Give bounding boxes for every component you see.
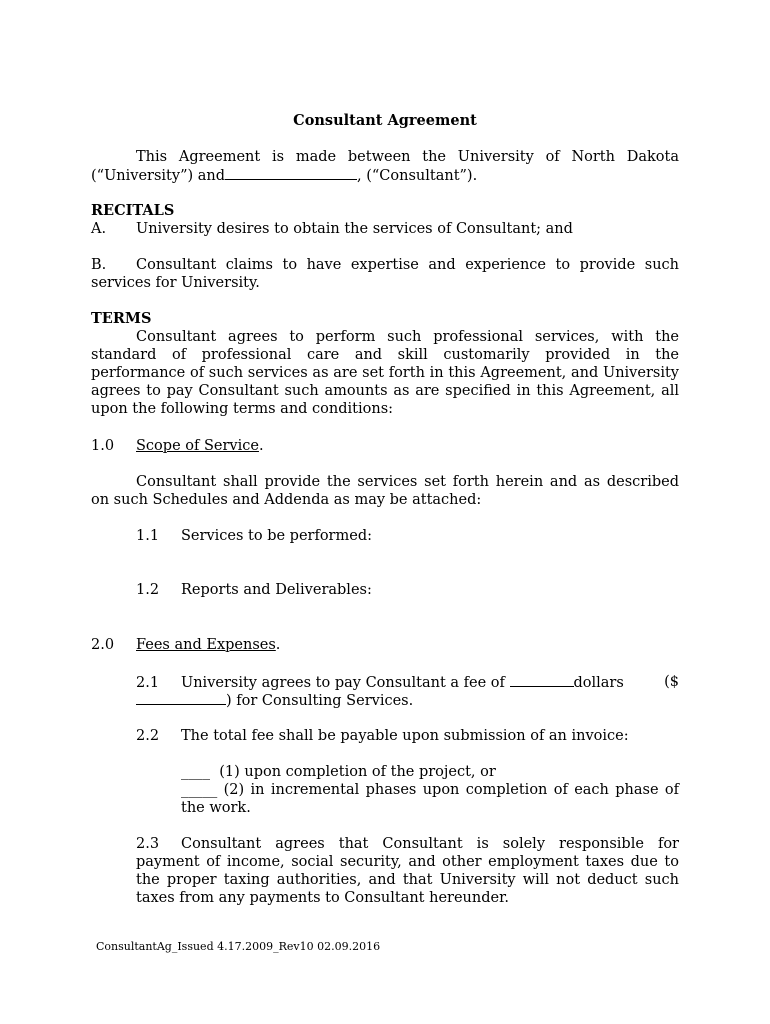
section-1-period: . xyxy=(258,438,264,454)
intro-text: This Agreement is made between the University of North Dakota (“University”) and xyxy=(91,149,679,184)
terms-heading: TERMS xyxy=(91,310,152,327)
recital-b xyxy=(91,256,679,292)
section-1-paragraph: Consultant shall provide the services set forth herein and as described on such Schedules and Addenda as may be attached: xyxy=(91,474,679,508)
section-1-1-number: 1.1 xyxy=(136,528,160,544)
option-1-text: (1) upon completion of the project, or xyxy=(219,764,496,780)
fee-words-blank xyxy=(510,673,574,687)
document-footer: ConsultantAg_Issued 4.17.2009_Rev10 02.09.2016 xyxy=(96,940,381,953)
option-1-blank: ____ xyxy=(181,764,210,780)
section-2-2-number: 2.2 xyxy=(136,728,160,744)
section-2-1-text: University agrees to pay Consultant a fee of xyxy=(181,675,505,691)
recital-b-label: B. xyxy=(91,257,107,273)
section-2-3-number: 2.3 xyxy=(136,836,160,852)
document-title: Consultant Agreement xyxy=(293,112,477,129)
section-1-1 xyxy=(91,527,679,545)
intro-paragraph xyxy=(91,148,679,185)
section-1-2-text: Reports and Deliverables: xyxy=(181,582,372,598)
section-2-3 xyxy=(91,835,679,907)
section-2-heading xyxy=(91,636,679,654)
terms-paragraph: Consultant agrees to perform such professional services, with the standard of professional care and skill customarily provided in the performance of such services as are set forth in this Agreement, and University agrees to pay Consultant such amounts as are specified in this Agreement, all upon the following terms and conditions: xyxy=(91,329,679,417)
section-2-3-text: Consultant agrees that Consultant is solely responsible for payment of income, social security, and other employment taxes due to the proper taxing authorities, and that University will not deduct such taxes from any payments to Consultant hereunder. xyxy=(136,836,679,906)
dollars-label: dollars xyxy=(573,675,624,691)
recital-a xyxy=(91,220,679,238)
section-1-2-number: 1.2 xyxy=(136,582,160,598)
payment-option-1 xyxy=(91,763,679,781)
section-2-2 xyxy=(91,727,679,745)
section-2-number: 2.0 xyxy=(91,637,115,653)
recital-b-text: Consultant claims to have expertise and experience to provide such services for University. xyxy=(91,257,679,291)
section-2-1 xyxy=(91,673,679,709)
section-2-2-text: The total fee shall be payable upon submission of an invoice: xyxy=(181,728,629,744)
recital-a-text: University desires to obtain the services of Consultant; and xyxy=(136,221,573,237)
section-2-title: Fees and Expenses xyxy=(136,637,276,653)
option-2-text: (2) in incremental phases upon completion of each phase of the work. xyxy=(181,782,680,816)
section-2-period: . xyxy=(275,637,281,653)
section-1-number: 1.0 xyxy=(91,438,115,454)
section-2-1-number: 2.1 xyxy=(136,675,160,691)
payment-option-2 xyxy=(91,781,679,817)
recital-a-label: A. xyxy=(91,221,107,237)
fee-amount-blank xyxy=(136,691,226,705)
section-1-heading xyxy=(91,437,679,455)
dollar-sign: ($ xyxy=(664,674,679,690)
section-1-title: Scope of Service xyxy=(136,438,259,454)
section-1-1-text: Services to be performed: xyxy=(181,528,372,544)
section-2-1-text-end: ) for Consulting Services. xyxy=(226,693,414,709)
option-2-blank: _____ xyxy=(181,782,218,798)
intro-text-end: , (“Consultant”). xyxy=(357,168,478,184)
section-1-2 xyxy=(91,581,679,599)
consultant-name-blank xyxy=(225,166,357,180)
recitals-heading: RECITALS xyxy=(91,202,175,219)
